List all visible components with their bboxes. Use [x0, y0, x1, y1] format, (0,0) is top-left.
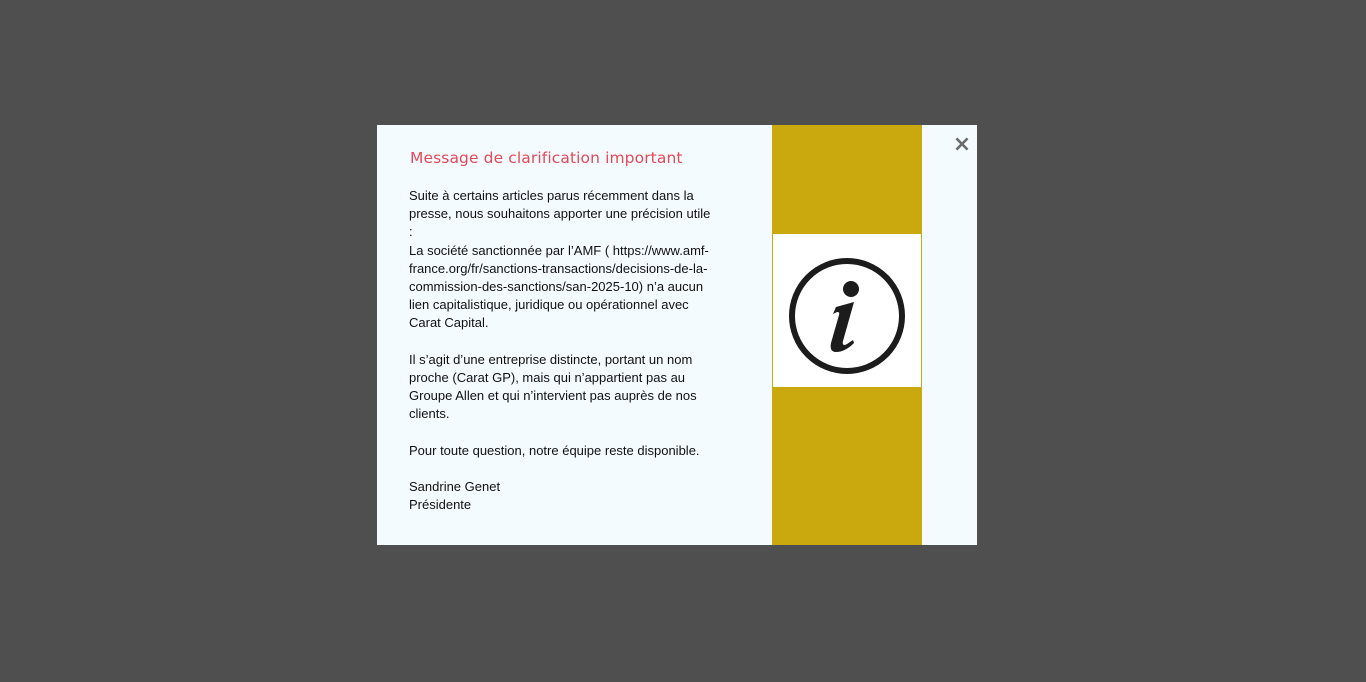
- paragraph-spacer: [409, 333, 715, 351]
- modal-content: [377, 125, 772, 545]
- info-icon-box: [773, 234, 921, 387]
- clarification-modal: [377, 125, 977, 545]
- info-icon: [786, 255, 908, 377]
- side-panel: [772, 125, 922, 545]
- paragraph-spacer: [409, 460, 715, 478]
- contact-paragraph: Pour toute question, notre équipe reste disponible.: [409, 442, 700, 458]
- signature-role: Présidente: [409, 497, 472, 513]
- modal-title: Message de clarification important: [410, 149, 683, 167]
- paragraph-spacer: [409, 424, 715, 442]
- signature-name: Sandrine Genet: [409, 479, 501, 495]
- close-button[interactable]: ×: [952, 132, 972, 157]
- intro-paragraph: Suite à certains articles parus récemment dans la presse, nous souhaitons apporter une précision utile :: [409, 188, 711, 240]
- modal-body: [409, 187, 715, 515]
- amf-paragraph: La société sanctionnée par l’AMF ( https://www.amf-france.org/fr/sanctions-transactions/decisions-de-la-commission-des-sanctions/san-2025-10) n’a aucun lien capitalistique, juridique ou opérationnel avec Carat Capital.: [409, 242, 709, 331]
- distinct-company-paragraph: Il s’agit d’une entreprise distincte, portant un nom proche (Carat GP), mais qui n’appartient pas au Groupe Allen et qui n’intervient pas auprès de nos clients.: [409, 351, 697, 422]
